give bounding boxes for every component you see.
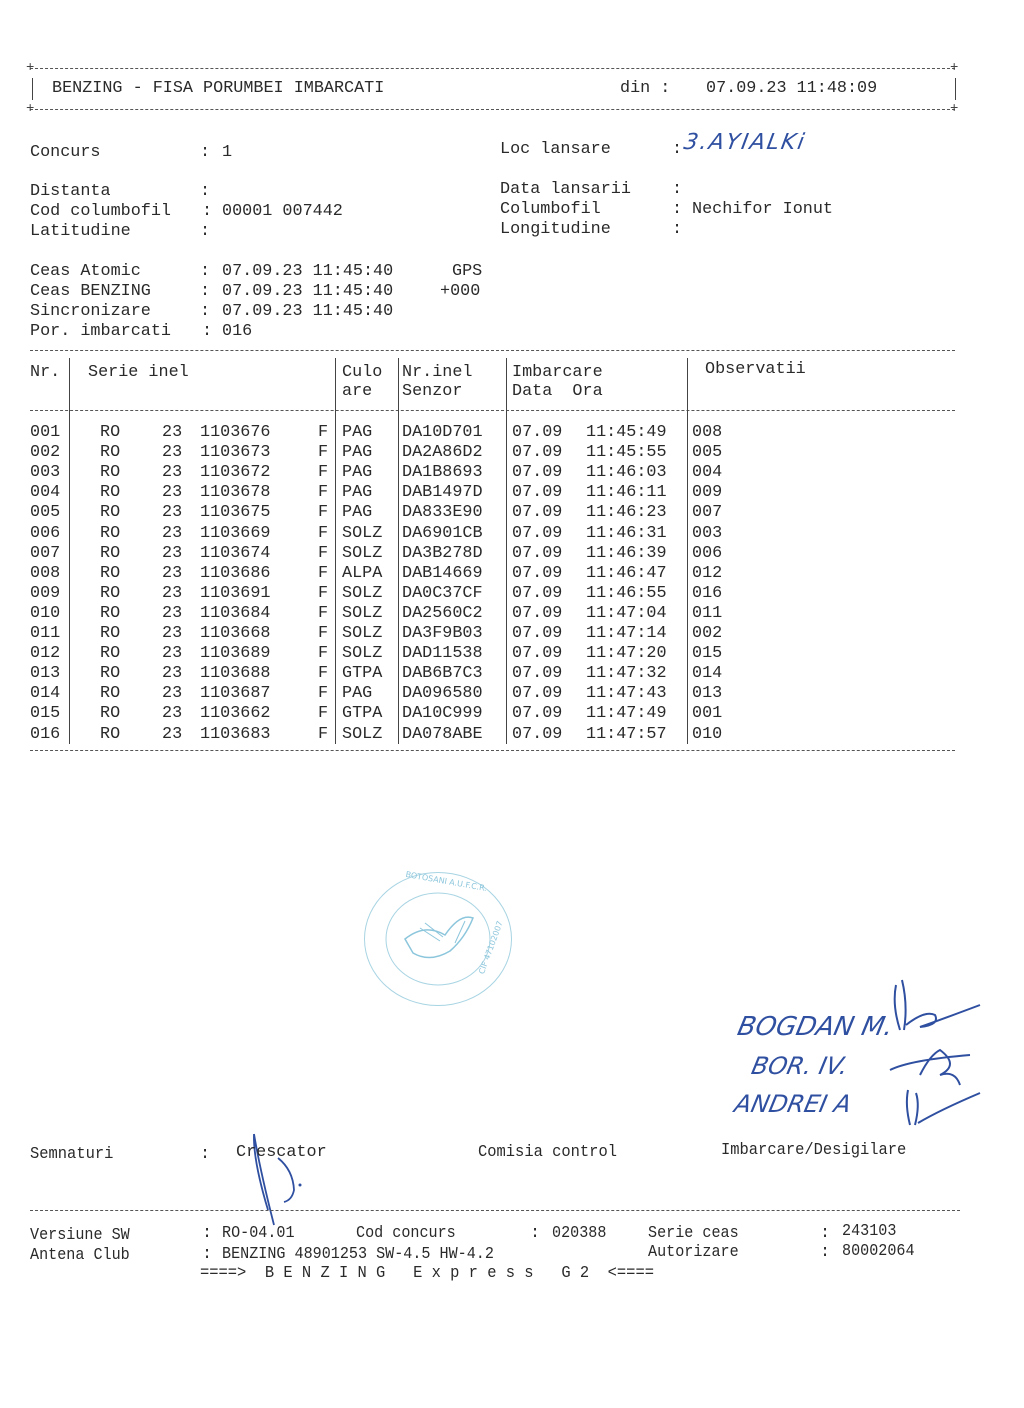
row-sensor: DA3B278D xyxy=(402,543,483,563)
cod-columbofil-label: Cod columbofil xyxy=(30,202,171,221)
row-time: 11:46:47 xyxy=(586,563,667,583)
sincronizare-label: Sincronizare xyxy=(30,302,151,321)
row-country: RO xyxy=(100,704,121,724)
page-title: BENZING - FISA PORUMBEI IMBARCATI xyxy=(52,79,385,98)
cod-concurs-value: 020388 xyxy=(552,1224,607,1243)
row-time: 11:47:14 xyxy=(586,624,667,643)
header-corner: + xyxy=(950,101,959,117)
row-year: 23 xyxy=(162,423,183,442)
row-time: 11:46:39 xyxy=(586,543,667,563)
row-ring: 1103691 xyxy=(200,583,271,603)
row-sensor: DAB6B7C3 xyxy=(402,664,483,684)
cod-columbofil-value: 00001 007442 xyxy=(222,202,343,221)
row-sensor: DA096580 xyxy=(402,684,483,704)
row-ring: 1103684 xyxy=(200,603,271,623)
row-color: SOLZ xyxy=(342,724,383,744)
row-time: 11:47:43 xyxy=(586,684,667,704)
row-sex: F xyxy=(318,543,329,563)
row-year: 23 xyxy=(162,523,183,543)
colon: : xyxy=(200,1145,211,1164)
row-time: 11:45:49 xyxy=(586,423,667,442)
row-time: 11:46:23 xyxy=(586,503,667,523)
row-sex: F xyxy=(318,624,329,643)
serie-ceas-label: Serie ceas xyxy=(648,1224,739,1243)
signature-marks xyxy=(880,975,990,1135)
row-color: PAG xyxy=(342,443,373,463)
row-year: 23 xyxy=(162,483,183,503)
row-ring: 1103688 xyxy=(200,664,271,684)
row-country: RO xyxy=(100,523,121,543)
row-country: RO xyxy=(100,684,121,704)
row-color: SOLZ xyxy=(342,583,383,603)
row-observatii: 007 xyxy=(692,503,723,523)
colon: : xyxy=(200,182,211,201)
row-color: PAG xyxy=(342,684,373,704)
row-sensor: DA1B8693 xyxy=(402,463,483,483)
table-top-border xyxy=(30,350,955,351)
row-ring: 1103674 xyxy=(200,543,271,563)
row-date: 07.09 xyxy=(512,724,563,744)
row-time: 11:46:11 xyxy=(586,483,667,503)
row-date: 07.09 xyxy=(512,644,563,664)
row-color: SOLZ xyxy=(342,624,383,643)
header-bottom-border xyxy=(30,109,955,110)
colon: : xyxy=(530,1224,541,1243)
col-sep-culoare xyxy=(398,358,399,744)
col-sep-sensor xyxy=(506,358,507,744)
row-sex: F xyxy=(318,503,329,523)
col-sep-nr xyxy=(69,358,70,744)
row-time: 11:46:03 xyxy=(586,463,667,483)
row-ring: 1103668 xyxy=(200,624,271,643)
longitudine-label: Longitudine xyxy=(500,220,611,239)
row-sensor: DA0C37CF xyxy=(402,583,483,603)
loc-lansare-handwritten: 3.AYIALKi xyxy=(681,130,809,155)
row-ring: 1103672 xyxy=(200,463,271,483)
comisia-control-label: Comisia control xyxy=(478,1143,617,1162)
colon: : xyxy=(202,1245,213,1264)
latitudine-label: Latitudine xyxy=(30,222,131,241)
row-sex: F xyxy=(318,644,329,664)
header-top-border xyxy=(30,68,955,69)
row-country: RO xyxy=(100,503,121,523)
row-date: 07.09 xyxy=(512,583,563,603)
row-color: SOLZ xyxy=(342,523,383,543)
row-year: 23 xyxy=(162,443,183,463)
row-nr: 013 xyxy=(30,664,61,684)
footer-separator xyxy=(30,1210,960,1211)
row-sensor: DA833E90 xyxy=(402,503,483,523)
row-observatii: 010 xyxy=(692,724,723,744)
antena-club-label: Antena Club xyxy=(30,1246,130,1265)
versiune-sw-label: Versiune SW xyxy=(30,1226,130,1245)
row-ring: 1103678 xyxy=(200,483,271,503)
pigeon-icon xyxy=(405,917,473,957)
row-observatii: 015 xyxy=(692,644,723,664)
row-ring: 1103689 xyxy=(200,644,271,664)
row-time: 11:45:55 xyxy=(586,443,667,463)
row-nr: 005 xyxy=(30,503,61,523)
row-country: RO xyxy=(100,583,121,603)
club-stamp xyxy=(364,869,512,1006)
row-year: 23 xyxy=(162,644,183,664)
row-observatii: 011 xyxy=(692,603,723,623)
colon: : xyxy=(200,222,211,241)
antena-club-value: BENZING 48901253 SW-4.5 HW-4.2 xyxy=(222,1245,494,1264)
row-nr: 016 xyxy=(30,724,61,744)
row-color: GTPA xyxy=(342,704,383,724)
row-year: 23 xyxy=(162,463,183,483)
row-time: 11:47:04 xyxy=(586,603,667,623)
row-ring: 1103673 xyxy=(200,443,271,463)
colon: : xyxy=(672,220,683,239)
row-date: 07.09 xyxy=(512,603,563,623)
table-header-separator xyxy=(30,410,955,411)
por-imbarcati-label: Por. imbarcati xyxy=(30,322,171,341)
row-sex: F xyxy=(318,443,329,463)
row-nr: 006 xyxy=(30,523,61,543)
crescator-label: Crescator xyxy=(236,1143,327,1162)
versiune-sw-value: RO-04.01 xyxy=(222,1224,295,1243)
serie-ceas-value: 243103 xyxy=(842,1222,897,1241)
colon: : xyxy=(672,140,683,159)
row-observatii: 006 xyxy=(692,543,723,563)
row-color: SOLZ xyxy=(342,603,383,623)
row-ring: 1103669 xyxy=(200,523,271,543)
row-ring: 1103686 xyxy=(200,563,271,583)
colon: : xyxy=(200,143,211,162)
row-time: 11:47:49 xyxy=(586,704,667,724)
header-corner: + xyxy=(26,60,35,76)
row-date: 07.09 xyxy=(512,563,563,583)
row-color: PAG xyxy=(342,483,373,503)
row-sensor: DA3F9B03 xyxy=(402,624,483,643)
distanta-label: Distanta xyxy=(30,182,111,201)
col-sep-imbarcare xyxy=(687,358,688,744)
row-observatii: 009 xyxy=(692,483,723,503)
table-bottom-border xyxy=(30,750,955,751)
row-color: PAG xyxy=(342,463,373,483)
row-sex: F xyxy=(318,664,329,684)
row-country: RO xyxy=(100,443,121,463)
row-nr: 012 xyxy=(30,644,61,664)
row-nr: 002 xyxy=(30,443,61,463)
row-sex: F xyxy=(318,483,329,503)
row-observatii: 002 xyxy=(692,624,723,643)
row-observatii: 012 xyxy=(692,563,723,583)
row-nr: 014 xyxy=(30,684,61,704)
loc-lansare-label: Loc lansare xyxy=(500,140,611,159)
row-sex: F xyxy=(318,704,329,724)
row-sex: F xyxy=(318,684,329,704)
row-year: 23 xyxy=(162,603,183,623)
row-country: RO xyxy=(100,423,121,442)
row-observatii: 016 xyxy=(692,583,723,603)
row-sex: F xyxy=(318,563,329,583)
row-nr: 009 xyxy=(30,583,61,603)
data-lansarii-label: Data lansarii xyxy=(500,180,631,199)
colon: : xyxy=(202,1224,213,1243)
signature-bogdan: BOGDAN M. xyxy=(734,1012,896,1042)
row-sensor: DA2560C2 xyxy=(402,603,483,623)
row-sex: F xyxy=(318,423,329,442)
row-sensor: DAD11538 xyxy=(402,644,483,664)
row-sensor: DA2A86D2 xyxy=(402,443,483,463)
row-color: PAG xyxy=(342,423,373,442)
semnaturi-label: Semnaturi xyxy=(30,1145,114,1164)
row-sensor: DA6901CB xyxy=(402,523,483,543)
row-country: RO xyxy=(100,563,121,583)
row-date: 07.09 xyxy=(512,443,563,463)
row-date: 07.09 xyxy=(512,523,563,543)
header-nr: Nr. xyxy=(30,363,61,382)
row-country: RO xyxy=(100,483,121,503)
colon: : xyxy=(820,1224,831,1243)
header-imbarcare-2: Data Ora xyxy=(512,382,603,401)
din-label: din : xyxy=(620,79,671,98)
row-time: 11:47:20 xyxy=(586,644,667,664)
row-color: SOLZ xyxy=(342,543,383,563)
row-time: 11:46:31 xyxy=(586,523,667,543)
colon: : xyxy=(200,262,211,281)
row-color: SOLZ xyxy=(342,644,383,664)
row-date: 07.09 xyxy=(512,463,563,483)
colon: : xyxy=(200,282,211,301)
row-date: 07.09 xyxy=(512,483,563,503)
row-sex: F xyxy=(318,523,329,543)
row-nr: 003 xyxy=(30,463,61,483)
header-culoare-2: are xyxy=(342,382,373,401)
header-corner: + xyxy=(26,101,35,117)
row-nr: 007 xyxy=(30,543,61,563)
ceas-benzing-suffix: +000 xyxy=(440,282,481,301)
header-observatii: Observatii xyxy=(705,360,806,379)
row-nr: 001 xyxy=(30,423,61,442)
row-sex: F xyxy=(318,724,329,744)
row-date: 07.09 xyxy=(512,543,563,563)
header-imbarcare-1: Imbarcare xyxy=(512,363,603,382)
row-country: RO xyxy=(100,724,121,744)
concurs-value: 1 xyxy=(222,143,233,162)
row-sex: F xyxy=(318,603,329,623)
ceas-atomic-suffix: GPS xyxy=(452,262,483,281)
ceas-benzing-label: Ceas BENZING xyxy=(30,282,151,301)
row-year: 23 xyxy=(162,624,183,643)
row-sensor: DAB14669 xyxy=(402,563,483,583)
row-date: 07.09 xyxy=(512,423,563,442)
autorizare-value: 80002064 xyxy=(842,1242,915,1261)
row-date: 07.09 xyxy=(512,684,563,704)
row-nr: 010 xyxy=(30,603,61,623)
row-ring: 1103675 xyxy=(200,503,271,523)
row-sensor: DA10D701 xyxy=(402,423,483,442)
row-time: 11:47:32 xyxy=(586,664,667,684)
ceas-atomic-value: 07.09.23 11:45:40 xyxy=(222,262,394,281)
row-nr: 011 xyxy=(30,624,61,643)
colon: : xyxy=(820,1243,831,1262)
row-year: 23 xyxy=(162,503,183,523)
row-ring: 1103687 xyxy=(200,684,271,704)
por-imbarcati-value: 016 xyxy=(222,322,253,341)
row-sex: F xyxy=(318,583,329,603)
row-country: RO xyxy=(100,624,121,643)
ceas-atomic-label: Ceas Atomic xyxy=(30,262,141,281)
row-date: 07.09 xyxy=(512,664,563,684)
imbarcare-desigilare-label: Imbarcare/Desigilare xyxy=(721,1141,907,1160)
row-year: 23 xyxy=(162,704,183,724)
row-observatii: 003 xyxy=(692,523,723,543)
row-observatii: 005 xyxy=(692,443,723,463)
row-year: 23 xyxy=(162,563,183,583)
row-sensor: DAB1497D xyxy=(402,483,483,503)
row-year: 23 xyxy=(162,684,183,704)
autorizare-label: Autorizare xyxy=(648,1243,739,1262)
header-nr-inel-1: Nr.inel xyxy=(402,363,473,382)
row-date: 07.09 xyxy=(512,503,563,523)
row-observatii: 014 xyxy=(692,664,723,684)
stamp-text-top: BOTOSANI A.U.F.C.R. xyxy=(404,869,488,894)
colon: : xyxy=(202,202,213,221)
row-sensor: DA078ABE xyxy=(402,724,483,744)
header-left-border xyxy=(32,78,33,100)
header-serie-inel: Serie inel xyxy=(88,363,189,382)
header-culoare-1: Culo xyxy=(342,363,383,382)
columbofil-label: Columbofil xyxy=(500,200,601,219)
stamp-text-right: CIF 47102007 xyxy=(477,919,505,976)
row-observatii: 001 xyxy=(692,704,723,724)
row-date: 07.09 xyxy=(512,624,563,643)
colon: : xyxy=(672,200,683,219)
row-year: 23 xyxy=(162,543,183,563)
row-sex: F xyxy=(318,463,329,483)
row-date: 07.09 xyxy=(512,704,563,724)
row-nr: 015 xyxy=(30,704,61,724)
row-time: 11:46:55 xyxy=(586,583,667,603)
row-ring: 1103662 xyxy=(200,704,271,724)
row-year: 23 xyxy=(162,583,183,603)
row-color: ALPA xyxy=(342,563,383,583)
col-sep-serie xyxy=(335,358,336,744)
header-right-border xyxy=(955,78,956,100)
row-country: RO xyxy=(100,603,121,623)
row-ring: 1103676 xyxy=(200,423,271,442)
row-nr: 008 xyxy=(30,563,61,583)
row-country: RO xyxy=(100,463,121,483)
columbofil-value: Nechifor Ionut xyxy=(692,200,833,219)
row-time: 11:47:57 xyxy=(586,724,667,744)
benzing-express-banner: ====> B E N Z I N G E x p r e s s G 2 <==== xyxy=(200,1264,654,1283)
signature-andrei: ANDREI A xyxy=(732,1090,854,1118)
row-country: RO xyxy=(100,543,121,563)
cod-concurs-label: Cod concurs xyxy=(356,1224,456,1243)
row-observatii: 004 xyxy=(692,463,723,483)
concurs-label: Concurs xyxy=(30,143,101,162)
row-year: 23 xyxy=(162,724,183,744)
row-observatii: 008 xyxy=(692,423,723,442)
sincronizare-value: 07.09.23 11:45:40 xyxy=(222,302,394,321)
header-corner: + xyxy=(950,60,959,76)
row-nr: 004 xyxy=(30,483,61,503)
row-color: PAG xyxy=(342,503,373,523)
row-country: RO xyxy=(100,644,121,664)
din-value: 07.09.23 11:48:09 xyxy=(706,79,878,98)
row-color: GTPA xyxy=(342,664,383,684)
ceas-benzing-value: 07.09.23 11:45:40 xyxy=(222,282,394,301)
colon: : xyxy=(672,180,683,199)
header-nr-inel-2: Senzor xyxy=(402,382,463,401)
row-country: RO xyxy=(100,664,121,684)
row-observatii: 013 xyxy=(692,684,723,704)
row-year: 23 xyxy=(162,664,183,684)
row-sensor: DA10C999 xyxy=(402,704,483,724)
colon: : xyxy=(202,322,213,341)
row-ring: 1103683 xyxy=(200,724,271,744)
signature-bor: BOR. IV. xyxy=(749,1052,851,1080)
colon: : xyxy=(200,302,211,321)
